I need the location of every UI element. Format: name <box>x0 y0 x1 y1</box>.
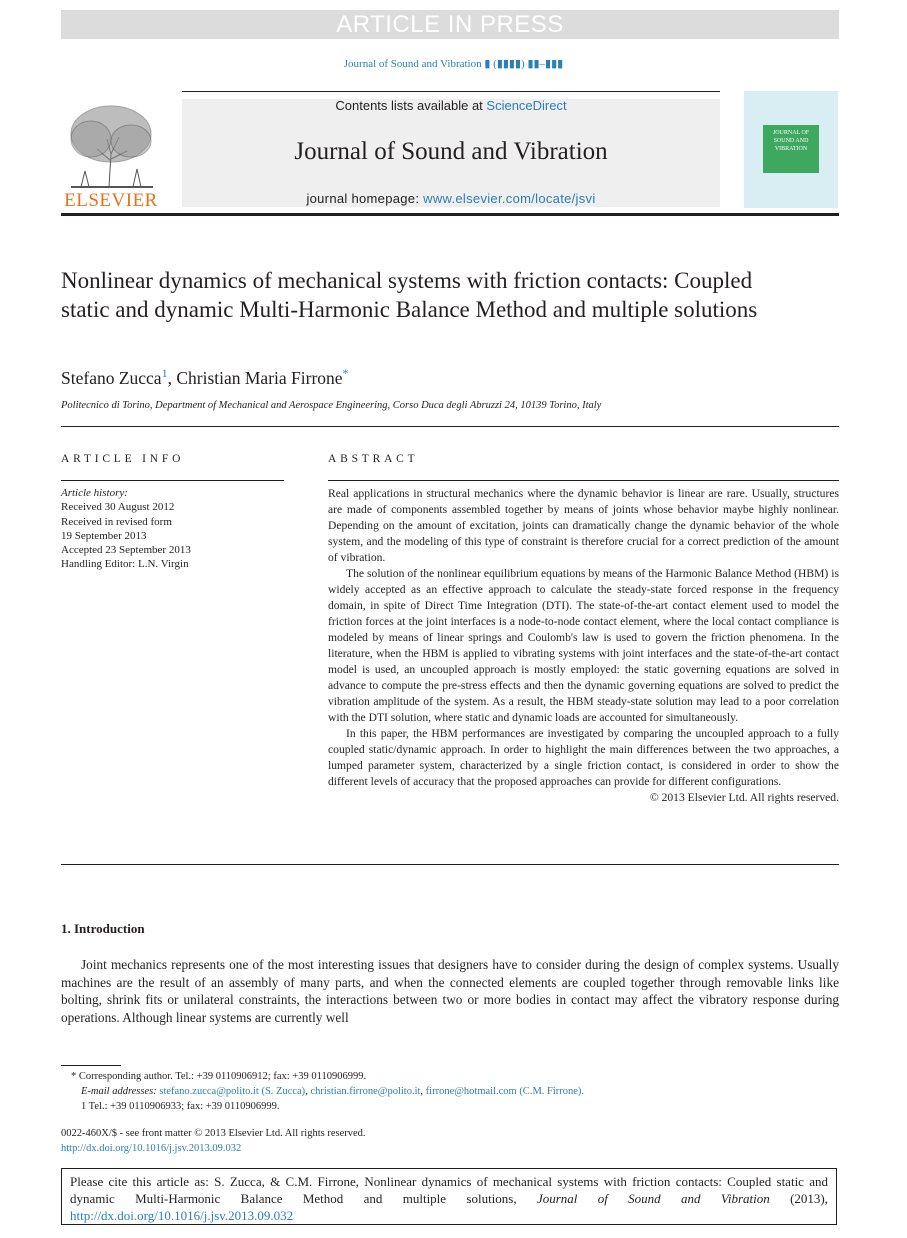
abstract-rule <box>328 480 839 481</box>
homepage-link[interactable]: www.elsevier.com/locate/jsvi <box>423 191 596 206</box>
email-zucca[interactable]: stefano.zucca@polito.it (S. Zucca) <box>159 1086 306 1097</box>
author-separator: , <box>167 367 177 388</box>
elsevier-wordmark: ELSEVIER <box>64 190 158 211</box>
contents-line <box>182 98 720 113</box>
article-in-press-banner: ARTICLE IN PRESS <box>61 10 839 39</box>
history-line: 19 September 2013 <box>61 529 147 542</box>
citation-journal: Journal of Sound and Vibration <box>536 1191 770 1206</box>
introduction-body <box>61 956 839 1026</box>
email-firrone-hotmail[interactable]: firrone@hotmail.com (C.M. Firrone). <box>425 1086 585 1097</box>
copyright: © 2013 Elsevier Ltd. All rights reserved. <box>649 791 839 804</box>
author-firrone[interactable]: Christian Maria Firrone <box>176 367 343 388</box>
citation-box <box>61 1168 837 1225</box>
citation-text: Please cite this article as: S. Zucca, & C.M. Firrone, Nonlinear dynamics of mechanical systems with friction contacts: Coupled static and dynamic Multi-Harmonic Balance Method and multiple solutions, <box>70 1174 828 1206</box>
introduction-paragraph: Joint mechanics represents one of the most interesting issues that designers have to consider during the design of complex systems. Usually machines are the result of an assembly of many parts, and when the connected elements are coupled together through removable links like bolting, shrink fits or unilateral constraints, the interactions between two or more bodies in contact may affect the vibratory response during operations. Although linear systems are currently well <box>61 957 839 1025</box>
section-rule <box>61 426 839 427</box>
history-line: Received in revised form <box>61 515 172 528</box>
article-info-heading: ARTICLE INFO <box>61 453 185 465</box>
homepage-prefix: journal homepage: <box>306 191 424 206</box>
abstract-end-rule <box>61 864 839 865</box>
journal-title: Journal of Sound and Vibration <box>294 138 608 165</box>
citation-year: (2013), <box>769 1191 828 1206</box>
email-label: E-mail addresses: <box>81 1086 160 1097</box>
footnote-tel: 1 Tel.: +39 0110906933; fax: +39 0110906999. <box>81 1101 280 1112</box>
cover-title: JOURNAL OF SOUND AND VIBRATION <box>763 125 819 173</box>
affiliation: Politecnico di Torino, Department of Mechanical and Aerospace Engineering, Corso Duca degli Abruzzi 24, 10139 Torino, Italy <box>61 400 602 411</box>
author1-footnote-mark[interactable]: 1 <box>161 366 168 380</box>
article-title: Nonlinear dynamics of mechanical systems with friction contacts: Coupled static and dynamic Multi-Harmonic Balance Method and multiple solutions <box>61 268 758 322</box>
footnote-corresponding: * Corresponding author. Tel.: +39 0110906912; fax: +39 0110906999. <box>71 1071 367 1082</box>
abstract-heading: ABSTRACT <box>328 453 419 465</box>
abstract-body <box>328 486 839 806</box>
email-firrone-polito[interactable]: christian.firrone@polito.it <box>310 1086 421 1097</box>
journal-reference[interactable]: Journal of Sound and Vibration ▮ (▮▮▮▮) ▮▮–▮▮▮ <box>343 58 564 70</box>
author-list <box>61 366 349 389</box>
author-zucca[interactable]: Stefano Zucca <box>61 367 162 388</box>
abstract-paragraph: Real applications in structural mechanics where the dynamic behavior is linear are rare. Usually, structures are made of components assembled together by means of joints whose behavior maybe highly nonlinear. Depending on the amount of excitation, joints can dramatically change the dynamic behavior of the whole system, and the modeling of this type of constraint is therefore crucial for a correct prediction of the amount of vibration. <box>328 487 839 564</box>
journal-homepage <box>182 191 720 206</box>
footnote-rule <box>61 1065 121 1066</box>
issn-block <box>61 1126 366 1156</box>
footnote-emails: E-mail addresses: stefano.zucca@polito.it (S. Zucca), christian.firrone@polito.it, firrone@hotmail.com (C.M. Firrone). <box>81 1086 585 1097</box>
history-line: Received 30 August 2012 <box>61 501 175 514</box>
journal-cover-thumbnail[interactable] <box>744 91 838 208</box>
article-info-rule <box>61 480 284 481</box>
introduction-heading: 1. Introduction <box>61 921 145 936</box>
header-top-rule <box>182 91 720 92</box>
history-label: Article history: <box>61 487 128 499</box>
corresponding-author-mark[interactable]: * <box>342 366 349 380</box>
history-line: Handling Editor: L.N. Virgin <box>61 558 189 571</box>
issn-line: 0022-460X/$ - see front matter © 2013 Elsevier Ltd. All rights reserved. <box>61 1128 366 1139</box>
history-line: Accepted 23 September 2013 <box>61 544 191 557</box>
sciencedirect-link[interactable]: ScienceDirect <box>486 98 567 113</box>
citation-doi-link[interactable]: http://dx.doi.org/10.1016/j.jsv.2013.09.032 <box>70 1208 294 1223</box>
abstract-paragraph: In this paper, the HBM performances are investigated by comparing the uncoupled approach to a fully coupled static/dynamic approach. In order to highlight the main differences between the two approaches, a lumped parameter system, characterized by a single friction contact, is considered in order to show the different levels of accuracy that the proposed approaches can provide for different configurations. <box>328 727 839 788</box>
header-rule <box>61 213 839 216</box>
abstract-paragraph: The solution of the nonlinear equilibrium equations by means of the Harmonic Balance Method (HBM) is widely accepted as an effective approach to calculate the steady-state forced response in the frequency domain, in spite of Direct Time Integration (DTI). The state-of-the-art contact element used to model the friction forces at the joint interfaces is a node-to-node contact element, where the local contact compliance is modeled by means of linear springs and Coulomb's law is used to govern the friction phenomena. In the literature, when the HBM is applied to vibrating systems with joint interfaces and the state-of-the-art contact model is used, an uncoupled approach is mostly employed: the static governing equations are solved in advance to compute the pre-stress effects and then the dynamic governing equations are solved to predict the vibration amplitude of the system. As a result, the HBM steady-state solution may lead to a poor correlation with the DTI solution, where static and dynamic loads are accounted for simultaneously. <box>328 567 839 724</box>
article-history <box>61 486 191 572</box>
contents-prefix: Contents lists available at <box>335 98 487 113</box>
doi-link[interactable]: http://dx.doi.org/10.1016/j.jsv.2013.09.032 <box>61 1143 242 1154</box>
